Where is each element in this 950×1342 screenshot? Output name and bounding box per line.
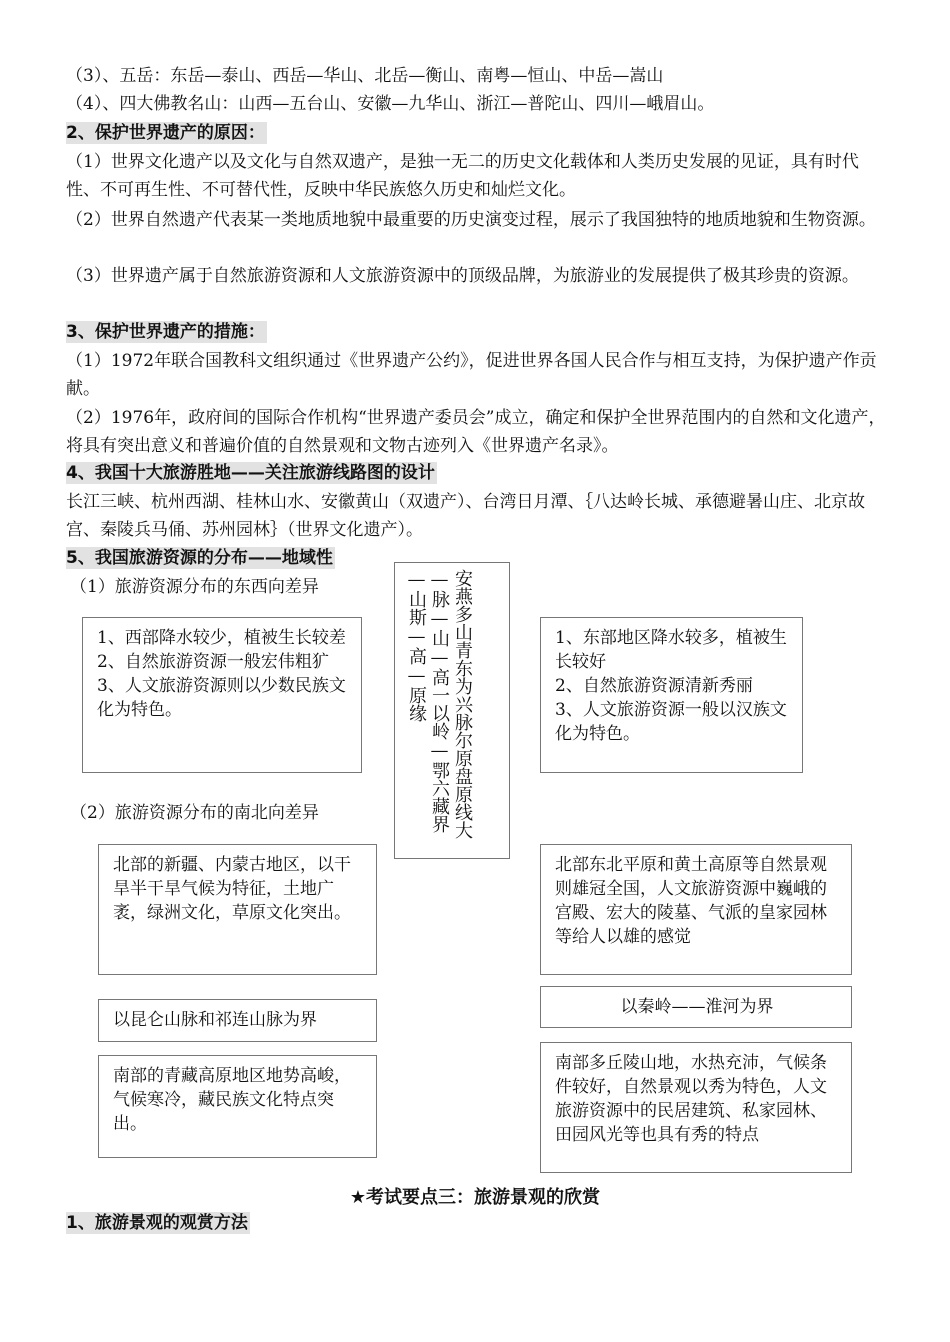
sec2-paragraph-1: （1）世界文化遗产以及文化与自然双遗产，是独一无二的历史文化载体和人类历史发展的见证，具有时代性、不可再生性、不可替代性，反映中华民族悠久历史和灿烂文化。 [66, 152, 859, 200]
west-border-box: 以昆仑山脉和祁连山脉为界 [98, 999, 377, 1042]
exam-point-title: ★考试要点三：旅游景观的欣赏 [349, 1187, 601, 1208]
sec2-paragraph-3: （3）世界遗产属于自然旅游资源和人文旅游资源中的顶级品牌，为旅游业的发展提供了极其珍贵的资源。 [66, 266, 859, 286]
southwest-box: 南部的青藏高原地区地势高峻，气候寒冷，藏民族文化特点突出。 [98, 1055, 377, 1158]
exam-heading-1: 1、旅游景观的观赏方法 [66, 1213, 248, 1233]
east-border-box: 以秦岭——淮河为界 [540, 986, 852, 1028]
fojiao-line: （4）、四大佛教名山：山西—五台山、安徽—九华山、浙江—普陀山、四川—峨眉山。 [66, 94, 715, 114]
sec4-paragraph-1: 长江三峡、杭州西湖、桂林山水、安徽黄山（双遗产）、台湾日月潭、｛八达岭长城、承德避暑山庄、北京故宫、秦陵兵马俑、苏州园林｝（世界文化遗产）。 [66, 492, 865, 540]
sec3-paragraph-1: （1）1972年联合国教科文组织通过《世界遗产公约》，促进世界各国人民合作与相互支持，为保护遗产作贡献。 [66, 351, 877, 399]
west-box: 1、西部降水较少，植被生长较差 2、自然旅游资源一般宏伟粗犷 3、人文旅游资源则以少数民族文化为特色。 [82, 617, 362, 773]
sub-north-south-label: （2）旅游资源分布的南北向差异 [70, 803, 319, 823]
section-3-heading: 3、保护世界遗产的措施： [66, 322, 265, 342]
east-box: 1、东部地区降水较多，植被生长较好 2、自然旅游资源清新秀丽 3、人文旅游资源一般以汉族文化为特色。 [540, 617, 803, 773]
northwest-box: 北部的新疆、内蒙古地区，以干旱半干旱气候为特征，土地广袤，绿洲文化，草原文化突出。 [98, 844, 377, 975]
sec2-paragraph-2: （2）世界自然遗产代表某一类地质地貌中最重要的历史演变过程，展示了我国独特的地质地貌和生物资源。 [66, 210, 876, 230]
section-2-heading: 2、保护世界遗产的原因： [66, 123, 265, 143]
sub-east-west-label: （1）旅游资源分布的东西向差异 [70, 577, 319, 597]
northeast-box: 北部东北平原和黄土高原等自然景观则雄冠全国，人文旅游资源中巍峨的宫殿、宏大的陵墓、气派的皇家园林等给人以雄的感觉 [540, 844, 852, 975]
divider-text: 安燕多山青东为兴脉尔原盘原线大—脉—山—高一以岭—鄂六藏界—山斯—高—原缘 [406, 569, 473, 839]
sec3-paragraph-2: （2）1976年，政府间的国际合作机构“世界遗产委员会”成立，确定和保护全世界范围内的自然和文化遗产，将具有突出意义和普遍价值的自然景观和文物古迹列入《世界遗产名录》。 [66, 408, 886, 456]
southeast-box: 南部多丘陵山地，水热充沛，气候条件较好，自然景观以秀为特色，人文旅游资源中的民居建筑、私家园林、田园风光等也具有秀的特点 [540, 1042, 852, 1173]
section-4-heading: 4、我国十大旅游胜地——关注旅游线路图的设计 [66, 463, 435, 483]
divider-box [394, 562, 510, 859]
section-5-heading: 5、我国旅游资源的分布——地域性 [66, 548, 333, 568]
wuyue-line: （3）、五岳：东岳—泰山、西岳—华山、北岳—衡山、南粤—恒山、中岳—嵩山 [66, 66, 664, 86]
